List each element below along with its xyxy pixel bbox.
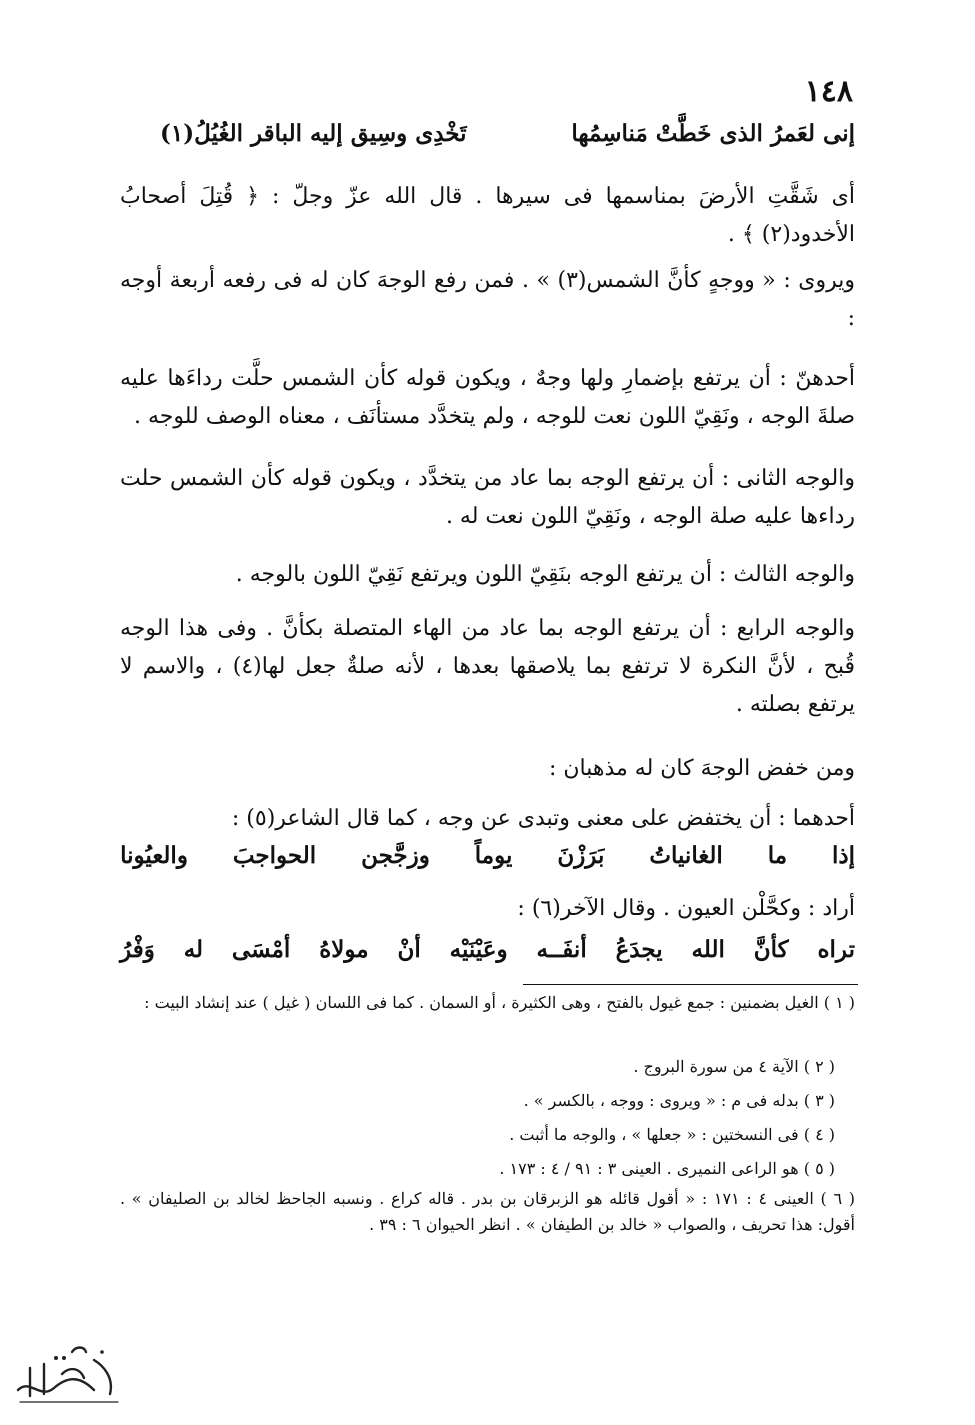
verse3-word-6: وعَيْنَيْه (449, 936, 508, 963)
verse-line-2 (120, 842, 855, 869)
verse2-word-8: والعيُونا (120, 842, 188, 869)
verse3-word-4: يجدَعُ (615, 936, 663, 963)
footnote-divider (523, 984, 858, 985)
paragraph-7: ومن خفض الوجهَ كان له مذهبان : (548, 756, 855, 781)
verse3-word-11: وَفْرُ (120, 936, 155, 963)
verse3-word-10: له (183, 936, 204, 963)
verse2-word-2: ما (767, 842, 788, 869)
paragraph-4: والوجه الثانى : أن يرتفع الوجه بما عاد من يتخدَّد ، ويكون قوله كأن الشمس حلت رداءها عليه صلة الوجه ، ونَقِيّ اللون نعت له . (120, 466, 855, 529)
footnote-6: ( ٦ ) العينى ٤ : ١٧١ : « أقول قائله هو الزبرقان بن بدر . قاله كراع . ونسبه الجاحظ لخالد بن الصليفان » . أقول: هذا تحريف ، والصواب « خالد بن الطيفان » . انظر الحيوان ٦ : ٣٩ . (120, 1189, 856, 1234)
footnote-3: ( ٣ ) بدله فى م : « ويروى : ووجه ، بالكسر » . (523, 1091, 835, 1110)
verse2-word-5: يوماً (474, 842, 513, 869)
paragraph-5: والوجه الثالث : أن يرتفع الوجه بنَقِيّ اللون ويرتفع نَقِيّ اللون بالوجه . (235, 562, 855, 587)
verse3-word-3: الله (691, 936, 725, 963)
verse2-word-6: وزجَّجن (361, 842, 430, 869)
page-number: ١٤٨ (804, 74, 853, 109)
verse2-word-7: الحواجبَ (232, 842, 317, 869)
footnote-1: ( ١ ) الغيل بضمنين : جمع غيول بالفتح ، وهى الكثيرة ، أو السمان . كما فى اللسان ( غيل ) عند إنشاد البيت : (144, 993, 855, 1012)
verse2-word-1: إذا (831, 842, 855, 869)
verse3-word-5: أنفَــه (536, 936, 587, 963)
paragraph-6: والوجه الرابع : أن يرتفع الوجه بما عاد من الهاء المتصلة بكأنَّ . وفى هذا الوجه قُبح ، لأنَّ النكرة لا ترتفع بما يلاصقها بعدها ، لأنه صلةٌ جعل لها(٤) ، والاسم لا يرتفع بصلته . (120, 616, 855, 717)
footnote-5: ( ٥ ) هو الراعى النميرى . العينى ٣ : ٩١ / ٤ : ١٧٣ . (499, 1159, 835, 1178)
verse3-word-2: كأنَّ (753, 936, 789, 963)
verse3-word-8: مولاهُ (319, 936, 369, 963)
paragraph-2: ويروى : « ووجهٍ كأنَّ الشمس(٣) » . فمن رفع الوجهَ كان له فى رفعه أربعة أوجه : (120, 268, 855, 331)
verse3-word-9: أمْسَى (231, 936, 291, 963)
footnote-4: ( ٤ ) فى النسختين : « جعلها » ، والوجه ما أثبت . (509, 1125, 835, 1144)
verse-line-1 (120, 120, 855, 147)
paragraph-8: أحدهما : أن يختفض على معنى وتبدى عن وجه ، كما قال الشاعر(٥) : (231, 806, 855, 831)
verse2-word-4: بَرَزْنَ (557, 842, 605, 869)
paragraph-1: أى شَقَّتِ الأرضَ بمناسمها فى سيرها . قال الله عزّ وجلّ : ﴿ قُتِلَ أصحابُ الأخدود(٢) ﴾ . (120, 184, 855, 247)
verse2-word-3: الغانياتُ (649, 842, 723, 869)
verse-line-3 (120, 936, 855, 963)
verse3-word-7: أنْ (397, 936, 421, 963)
paragraph-9: أراد : وكحَّلْن العيون . وقال الآخر(٦) : (517, 896, 855, 921)
paragraph-3: أحدهنّ : أن يرتفع بإضمارِ ولها وجهٌ ، ويكون قوله كأن الشمس حلَّت رداءَها عليه صلةَ الوجه ، ونَقِيّ اللون نعت للوجه ، ولم يتخدَّد مستأنَف ، معناه الوصف للوجه . (120, 366, 855, 429)
footnote-2: ( ٢ ) الآية ٤ من سورة البروج . (633, 1057, 835, 1076)
verse-second-hemistich: تَخْدِى وسِيق إليه الباقر الغُيُلُ(١) (160, 120, 467, 147)
verse-first-hemistich: إنى لعَمرُ الذى خَطَّتْ مَناسِمُها (571, 120, 855, 147)
verse3-word-1: تراه (817, 936, 855, 963)
library-stamp-icon (10, 1338, 128, 1414)
